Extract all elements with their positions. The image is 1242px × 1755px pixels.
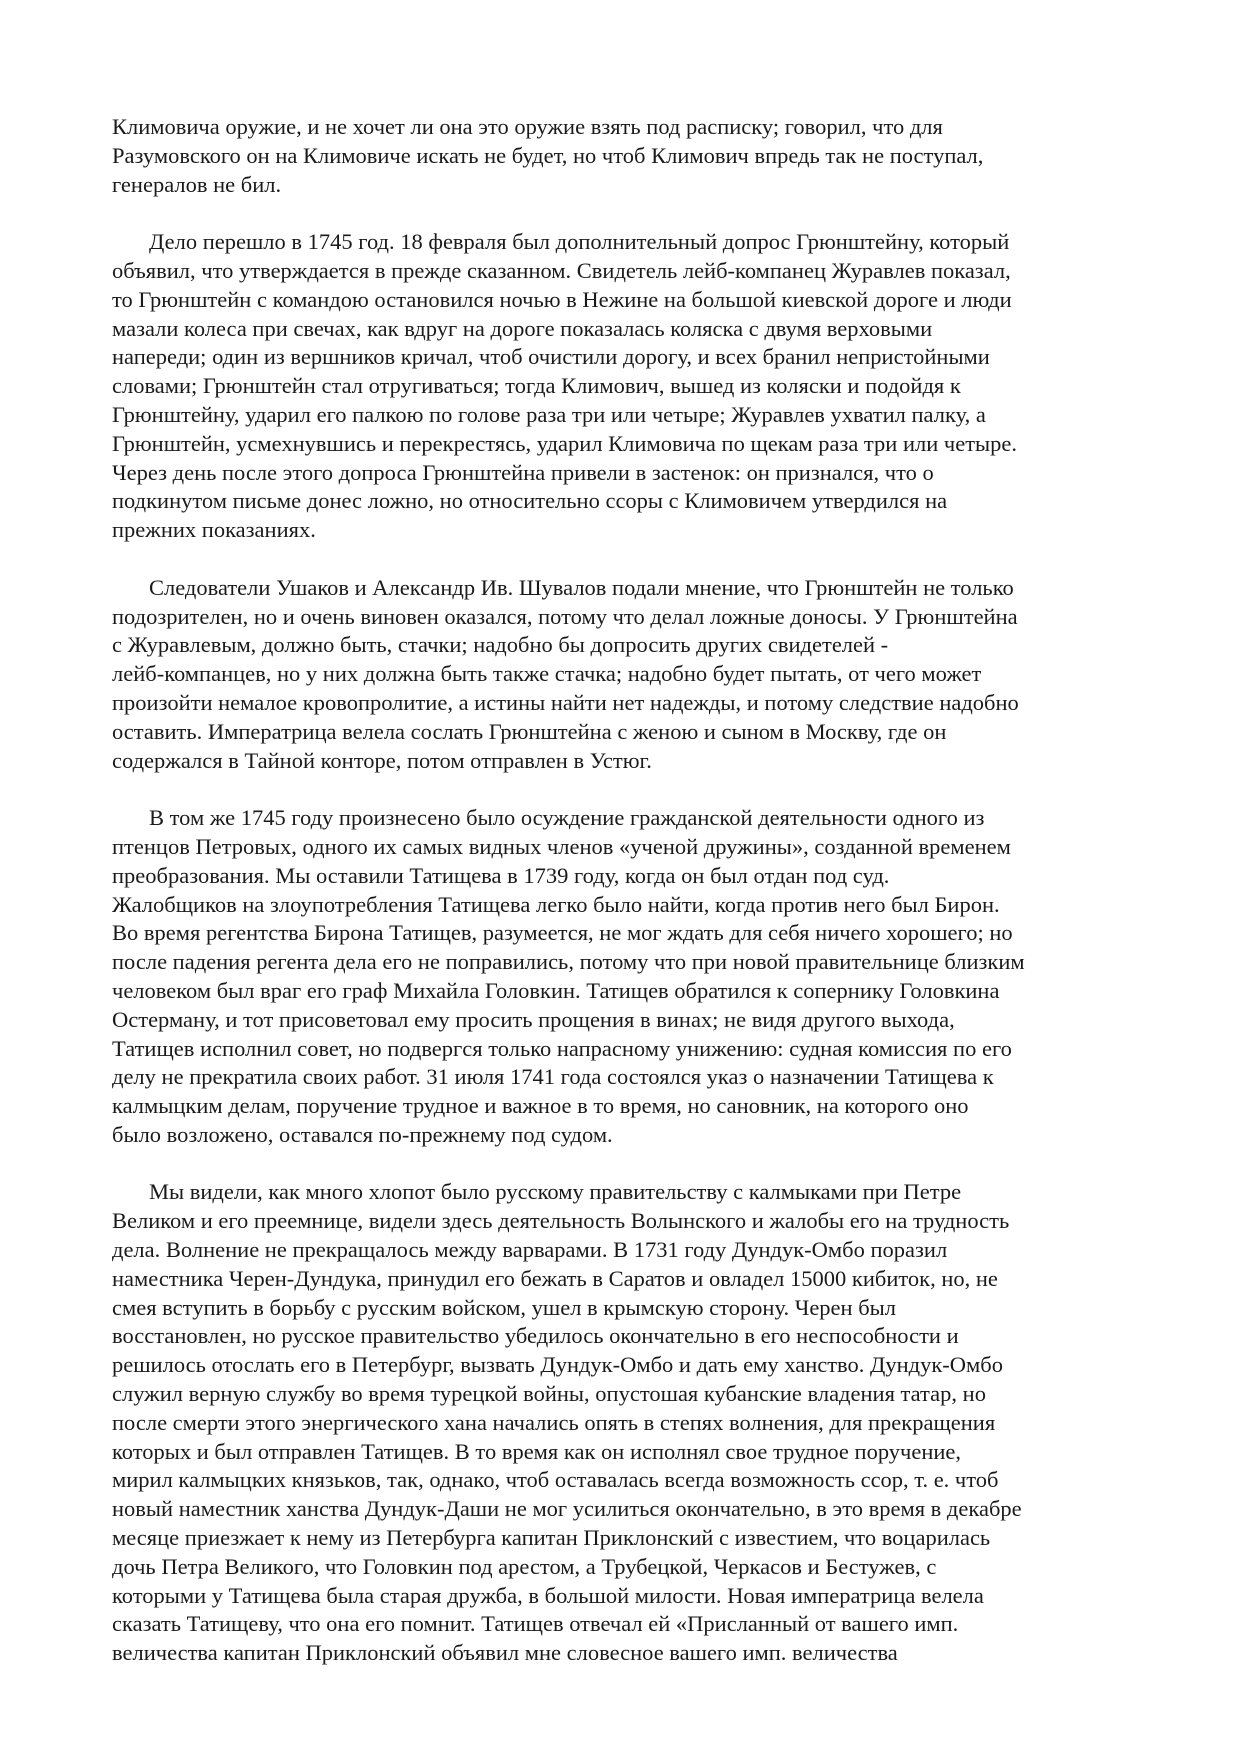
text-line: делу не прекратила своих работ. 31 июля 1741 года состоялся указ о назначении Татищева к: [112, 1064, 994, 1090]
text-line: после смерти этого энергического хана начались опять в степях волнения, для прекращения: [112, 1409, 996, 1435]
text-line: Следователи Ушаков и Александр Ив. Шувалов подали мнение, что Грюнштейн не только: [149, 574, 1014, 600]
text-line: подкинутом письме донес ложно, но относительно ссоры с Климовичем утвердился на: [112, 488, 948, 514]
paragraph: [112, 113, 1142, 199]
text-line: оставить. Императрица велела сослать Грюнштейна с женою и сыном в Москву, где он: [112, 718, 947, 744]
text-line: Великом и его преемнице, видели здесь деятельность Волынского и жалобы его на трудность: [112, 1208, 1010, 1234]
paragraph: [112, 228, 1142, 545]
text-line: новый наместник ханства Дундук-Даши не мог усилиться окончательно, в это время в декабре: [112, 1496, 1022, 1522]
paragraph: [112, 574, 1142, 776]
text-line: было возложено, оставался по-прежнему под судом.: [112, 1121, 613, 1147]
text-line: Во время регентства Бирона Татищев, разумеется, не мог ждать для себя ничего хорошего; но: [112, 920, 1013, 946]
paragraph: [112, 804, 1142, 1150]
text-line: Мы видели, как много хлопот было русскому правительству с калмыками при Петре: [149, 1179, 962, 1205]
text-line: после падения регента дела его не поправились, потому что при новой правительнице близким: [112, 949, 1025, 975]
text-line: то Грюнштейн с командою остановился ночью в Нежине на большой киевской дороге и люди: [112, 286, 1012, 312]
text-line: прежних показаниях.: [112, 517, 316, 543]
text-line: которых и был отправлен Татищев. В то время как он исполнял свое трудное поручение,: [112, 1438, 962, 1464]
text-line: генералов не бил.: [112, 171, 282, 197]
text-line: служил верную службу во время турецкой войны, опустошая кубанские владения татар, но: [112, 1381, 986, 1407]
paragraph: [112, 1178, 1142, 1668]
text-line: смея вступить в борьбу с русским войском, ушел в крымскую сторону. Черен был: [112, 1294, 896, 1320]
text-line: объявил, что утверждается в прежде сказанном. Свидетель лейб-компанец Журавлев показал,: [112, 257, 1011, 283]
text-line: напереди; один из вершников кричал, чтоб очистили дорогу, и всех бранил непристойными: [112, 344, 990, 370]
text-line: которыми у Татищева была старая дружба, в большой милости. Новая императрица велела: [112, 1582, 984, 1608]
text-line: произойти немалое кровопролитие, а истины найти нет надежды, и потому следствие надобно: [112, 689, 1019, 715]
text-line: Климовича оружие, и не хочет ли она это оружие взять под расписку; говорил, что для: [112, 114, 943, 139]
text-line: подозрителен, но и очень виновен оказался, потому что делал ложные доносы. У Грюнштейна: [112, 603, 1018, 629]
text-line: В том же 1745 году произнесено было осуждение гражданской деятельности одного из: [149, 805, 985, 831]
text-line: решилось отослать его в Петербург, вызвать Дундук-Омбо и дать ему ханство. Дундук-Омбо: [112, 1352, 1003, 1378]
text-line: мазали колеса при свечах, как вдруг на дороге показалась коляска с двумя верховыми: [112, 315, 933, 341]
text-line: мирил калмыцких князьков, так, однако, чтоб оставалась всегда возможность ссор, т. е. чтоб: [112, 1467, 999, 1493]
text-line: человеком был враг его граф Михайла Головкин. Татищев обратился к сопернику Головкина: [112, 977, 1000, 1003]
text-line: Дело перешло в 1745 год. 18 февраля был дополнительный допрос Грюнштейну, который: [149, 229, 1010, 255]
text-line: Остерману, и тот присоветовал ему просить прощения в винах; не видя другого выхода,: [112, 1006, 955, 1032]
text-line: месяце приезжает к нему из Петербурга капитан Приклонский с известием, что воцарилась: [112, 1525, 991, 1551]
text-line: Жалобщиков на злоупотребления Татищева легко было найти, когда против него был Бирон.: [112, 891, 1000, 917]
text-line: наместника Черен-Дундука, принудил его бежать в Саратов и овладел 15000 кибиток, но, не: [112, 1265, 998, 1291]
text-line: Грюнштейну, ударил его палкою по голове раза три или четыре; Журавлев ухватил палку, а: [112, 401, 986, 427]
text-line: Разумовского он на Климовиче искать не будет, но чтоб Климович впредь так не поступал,: [112, 142, 984, 168]
text-line: дочь Петра Великого, что Головкин под арестом, а Трубецкой, Черкасов и Бестужев, с: [112, 1553, 937, 1579]
text-line: величества капитан Приклонский объявил мне словесное вашего имп. величества: [112, 1640, 898, 1666]
text-line: Через день после этого допроса Грюнштейна привели в застенок: он признался, что о: [112, 459, 934, 485]
text-line: преобразования. Мы оставили Татищева в 1739 году, когда он был отдан под суд.: [112, 862, 890, 888]
text-line: Грюнштейн, усмехнувшись и перекрестясь, ударил Климовича по щекам раза три или четыре.: [112, 430, 1018, 456]
text-line: содержался в Тайной конторе, потом отправлен в Устюг.: [112, 747, 652, 773]
text-line: калмыцким делам, поручение трудное и важное в то время, но сановник, на которого оно: [112, 1093, 969, 1119]
text-line: восстановлен, но русское правительство убедилось окончательно в его неспособности и: [112, 1323, 959, 1349]
text-line: лейб-компанцев, но у них должна быть также стачка; надобно будет пытать, от чего может: [112, 661, 982, 687]
document-body: [112, 113, 1142, 1697]
text-line: словами; Грюнштейн стал отругиваться; тогда Климович, вышед из коляски и подойдя к: [112, 373, 961, 399]
text-line: с Журавлевым, должно быть, стачки; надобно бы допросить других свидетелей -: [112, 632, 889, 658]
text-line: дела. Волнение не прекращалось между варварами. В 1731 году Дундук-Омбо поразил: [112, 1237, 948, 1263]
text-line: Татищев исполнил совет, но подвергся только напрасному унижению: судная комиссия по его: [112, 1035, 1012, 1061]
text-line: сказать Татищеву, что она его помнит. Татищев отвечал ей «Присланный от вашего имп.: [112, 1611, 959, 1637]
text-line: птенцов Петровых, одного их самых видных членов «ученой дружины», созданной временем: [112, 833, 1011, 859]
